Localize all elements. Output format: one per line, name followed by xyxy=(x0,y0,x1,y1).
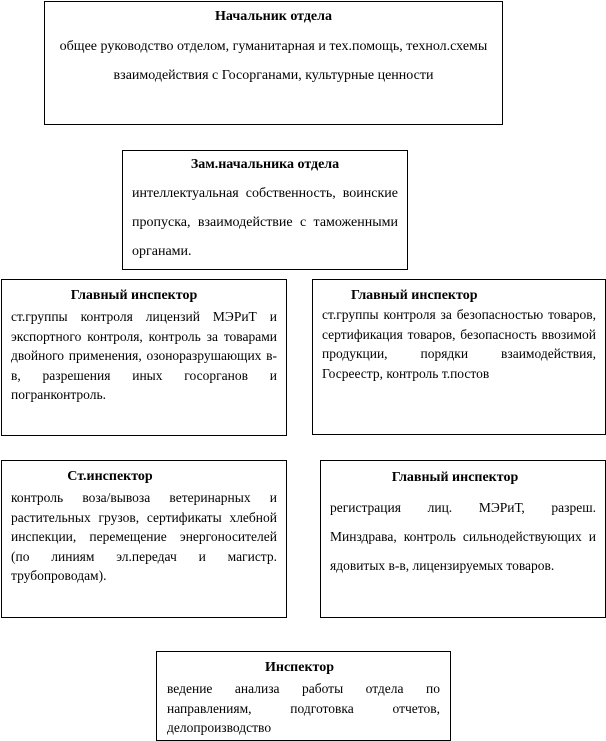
head-of-department-box xyxy=(44,1,503,125)
chief-inspector-safety-title: Главный инспектор xyxy=(351,288,478,303)
chief-inspector-registration-box xyxy=(320,460,606,618)
inspector-duties: ведение анализа работы отдела по направлениям, подготовка отчетов, делопроизводство xyxy=(167,681,440,735)
chief-inspector-safety-box xyxy=(312,279,606,435)
head-of-department-duties: общее руководство отделом, гуманитарная и тех.помощь, технол.схемы взаимодействия с Госорганами, культурные ценности xyxy=(59,39,488,83)
chief-inspector-registration-title: Главный инспектор xyxy=(391,470,519,485)
senior-inspector-duties: контроль воза/вывоза ветеринарных и растительных грузов, сертификаты хлебной инспекции, перемещение энергоносителей (по линиям эл.передач и магистр. трубопроводам). xyxy=(11,490,277,583)
inspector-box xyxy=(156,651,451,741)
head-of-department-title: Начальник отдела xyxy=(215,9,332,24)
senior-inspector-title: Ст.инспектор xyxy=(67,469,153,484)
deputy-head-box xyxy=(122,150,408,270)
chief-inspector-licensing-box xyxy=(1,279,287,436)
chief-inspector-registration-duties: регистрация лиц. МЭРиТ, разреш. Минздрава, контроль сильнодействующих и ядовитых в-в, лицензируемых товаров. xyxy=(330,500,596,573)
chief-inspector-safety-duties: ст.группы контроля за безопасностью товаров, сертификация товаров, безопасность ввозимой продукции, порядки взаимодействия, Госреестр, контроль т.постов xyxy=(322,307,596,381)
chief-inspector-licensing-title: Главный инспектор xyxy=(70,288,198,303)
chief-inspector-licensing-duties: ст.группы контроля лицензий МЭРиТ и экспортного контроля, контроль за товарами двойного применения, озоноразрушающих в-в, разрешения иных госорганов и погранконтроль. xyxy=(11,309,277,402)
deputy-head-title: Зам.начальника отдела xyxy=(190,157,340,172)
inspector-title: Инспектор xyxy=(265,660,334,675)
deputy-head-duties: интеллектуальная собственность, воинские пропуска, взаимодействие с таможенными органами. xyxy=(132,186,398,259)
senior-inspector-box xyxy=(1,460,287,618)
